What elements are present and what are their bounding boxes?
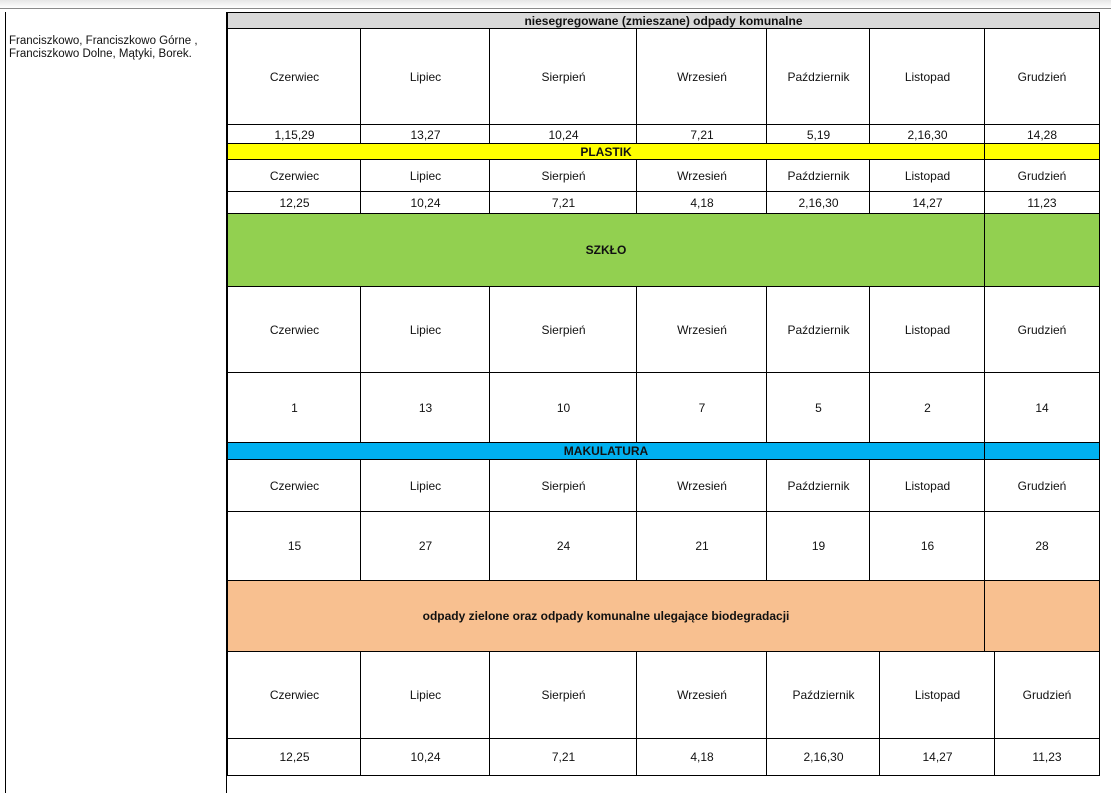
glass-date-cell: 14	[984, 373, 1100, 443]
paper-month-row	[227, 460, 1100, 512]
glass-month-cell: Czerwiec	[227, 287, 361, 373]
mixed-date-cell: 10,24	[489, 125, 637, 144]
plastic-month-cell: Wrzesień	[636, 160, 767, 192]
plastic-month-row	[227, 160, 1100, 192]
paper-date-cell: 15	[227, 512, 361, 581]
paper-month-cell: Listopad	[869, 460, 985, 512]
paper-month-cell: Lipiec	[360, 460, 490, 512]
glass-date-cell: 5	[766, 373, 870, 443]
green-month-cell: Grudzień	[994, 652, 1100, 739]
glass-month-cell: Lipiec	[360, 287, 490, 373]
plastic-month-cell: Październik	[766, 160, 870, 192]
glass-month-cell: Listopad	[869, 287, 985, 373]
mixed-month-cell: Październik	[766, 29, 870, 125]
plastic-month-cell: Sierpień	[489, 160, 637, 192]
paper-date-cell: 27	[360, 512, 490, 581]
page-top-rule	[0, 0, 1111, 9]
mixed-month-cell: Czerwiec	[227, 29, 361, 125]
mixed-date-cell: 13,27	[360, 125, 490, 144]
glass-band-row	[227, 214, 1100, 287]
glass-month-cell: Grudzień	[984, 287, 1100, 373]
plastic-date-cell: 2,16,30	[766, 192, 870, 214]
paper-month-cell: Grudzień	[984, 460, 1100, 512]
plastic-band-title: PLASTIK	[227, 144, 984, 160]
location-column	[5, 12, 227, 793]
paper-month-cell: Wrzesień	[636, 460, 767, 512]
paper-date-cell: 16	[869, 512, 985, 581]
glass-date-cell: 13	[360, 373, 490, 443]
glass-date-cell: 10	[489, 373, 637, 443]
location-label: Franciszkowo, Franciszkowo Górne , Franciszkowo Dolne, Mątyki, Borek.	[9, 35, 198, 60]
mixed-band-title: niesegregowane (zmieszane) odpady komunalne	[227, 12, 1100, 29]
paper-month-cell: Czerwiec	[227, 460, 361, 512]
plastic-band-tail	[984, 144, 1100, 160]
green-month-row	[227, 652, 1100, 739]
paper-date-cell: 24	[489, 512, 637, 581]
green-month-cell: Sierpień	[489, 652, 637, 739]
green-band-row	[227, 581, 1100, 652]
green-date-cell: 2,16,30	[766, 739, 880, 776]
paper-band-title: MAKULATURA	[227, 443, 984, 460]
glass-date-cell: 7	[636, 373, 767, 443]
mixed-date-cell: 1,15,29	[227, 125, 361, 144]
paper-date-row	[227, 512, 1100, 581]
green-month-cell: Lipiec	[360, 652, 490, 739]
green-date-cell: 4,18	[636, 739, 767, 776]
paper-month-cell: Październik	[766, 460, 870, 512]
glass-band-title: SZKŁO	[227, 214, 984, 287]
glass-month-cell: Wrzesień	[636, 287, 767, 373]
green-band-tail	[984, 581, 1100, 652]
mixed-date-row	[227, 125, 1100, 144]
mixed-band-row	[227, 12, 1100, 29]
glass-date-row	[227, 373, 1100, 443]
paper-band-tail	[984, 443, 1100, 460]
plastic-date-cell: 14,27	[869, 192, 985, 214]
glass-date-cell: 2	[869, 373, 985, 443]
paper-date-cell: 19	[766, 512, 870, 581]
plastic-date-cell: 12,25	[227, 192, 361, 214]
mixed-date-cell: 14,28	[984, 125, 1100, 144]
paper-date-cell: 21	[636, 512, 767, 581]
glass-month-cell: Październik	[766, 287, 870, 373]
mixed-month-cell: Listopad	[869, 29, 985, 125]
mixed-month-cell: Lipiec	[360, 29, 490, 125]
mixed-date-cell: 5,19	[766, 125, 870, 144]
paper-date-cell: 28	[984, 512, 1100, 581]
mixed-month-row	[227, 29, 1100, 125]
green-date-cell: 7,21	[489, 739, 637, 776]
glass-month-cell: Sierpień	[489, 287, 637, 373]
green-month-cell: Listopad	[879, 652, 995, 739]
plastic-date-cell: 7,21	[489, 192, 637, 214]
green-date-cell: 12,25	[227, 739, 361, 776]
plastic-date-cell: 4,18	[636, 192, 767, 214]
paper-band-row	[227, 443, 1100, 460]
green-date-cell: 10,24	[360, 739, 490, 776]
plastic-band-row	[227, 144, 1100, 160]
paper-month-cell: Sierpień	[489, 460, 637, 512]
mixed-date-cell: 2,16,30	[869, 125, 985, 144]
mixed-month-cell: Grudzień	[984, 29, 1100, 125]
plastic-month-cell: Listopad	[869, 160, 985, 192]
green-band-title: odpady zielone oraz odpady komunalne ulegające biodegradacji	[227, 581, 984, 652]
plastic-date-row	[227, 192, 1100, 214]
green-date-row	[227, 739, 1100, 776]
plastic-month-cell: Lipiec	[360, 160, 490, 192]
plastic-date-cell: 10,24	[360, 192, 490, 214]
green-date-cell: 11,23	[994, 739, 1100, 776]
green-month-cell: Wrzesień	[636, 652, 767, 739]
mixed-month-cell: Wrzesień	[636, 29, 767, 125]
green-month-cell: Październik	[766, 652, 880, 739]
glass-month-row	[227, 287, 1100, 373]
plastic-date-cell: 11,23	[984, 192, 1100, 214]
plastic-month-cell: Grudzień	[984, 160, 1100, 192]
mixed-date-cell: 7,21	[636, 125, 767, 144]
glass-date-cell: 1	[227, 373, 361, 443]
green-month-cell: Czerwiec	[227, 652, 361, 739]
glass-band-tail	[984, 214, 1100, 287]
mixed-month-cell: Sierpień	[489, 29, 637, 125]
green-date-cell: 14,27	[879, 739, 995, 776]
plastic-month-cell: Czerwiec	[227, 160, 361, 192]
